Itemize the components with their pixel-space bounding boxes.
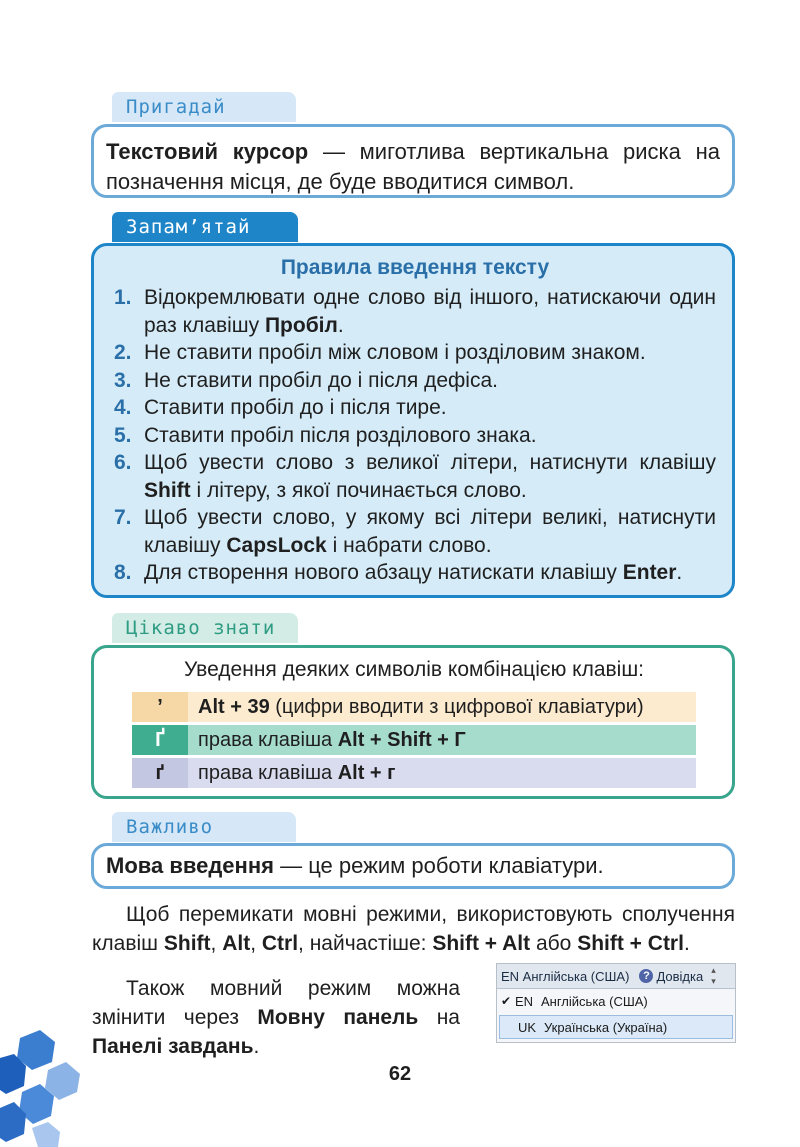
rule-number: 5. xyxy=(114,423,132,447)
rule-item xyxy=(114,339,716,367)
rule-key: Shift xyxy=(144,478,191,502)
rule-number: 7. xyxy=(114,506,132,529)
help-button[interactable] xyxy=(639,969,703,984)
combo-keys: Alt + г xyxy=(337,762,396,784)
text: Також мовний режим можна змінити через xyxy=(92,977,460,1029)
help-label: Довідка xyxy=(656,968,704,984)
rule-key: Пробіл xyxy=(264,313,338,337)
remember-tab: Пригадай xyxy=(112,92,296,122)
key: Shift + Ctrl xyxy=(577,932,684,955)
text: або xyxy=(530,932,578,955)
text: на xyxy=(418,1006,460,1029)
remember-box xyxy=(91,124,735,198)
language-name: Українська (Україна) xyxy=(544,1019,668,1035)
remember-text: — миготлива вертикальна риска на позначення місця, де буде вводитися символ. xyxy=(106,139,720,194)
combo-description xyxy=(188,692,696,722)
remember-definition xyxy=(106,137,720,197)
rule-key: Enter xyxy=(622,561,677,584)
rule-text: Щоб увести слово з великої літери, натиснути клавішу xyxy=(144,451,716,474)
combo-keys: Alt + 39 xyxy=(198,696,270,718)
interesting-tab: Цікаво знати xyxy=(112,613,298,643)
key: Shift xyxy=(163,932,211,955)
check-icon: ✔ xyxy=(501,994,512,1008)
important-definition xyxy=(106,852,720,880)
rule-text-end: і набрати слово. xyxy=(326,533,492,557)
language-option-en[interactable] xyxy=(497,989,735,1013)
text: . xyxy=(253,1035,260,1058)
decorative-hexagons-icon xyxy=(0,1030,90,1147)
language-bar xyxy=(496,963,736,1043)
key-combo-row xyxy=(132,725,696,755)
rule-text: Не ставити пробіл до і після дефіса. xyxy=(144,368,498,392)
rule-text: Не ставити пробіл між словом і розділовим знаком. xyxy=(144,341,646,364)
rule-number: 2. xyxy=(114,341,132,364)
combo-prefix: права клавіша xyxy=(198,729,338,751)
help-icon: ? xyxy=(639,969,653,983)
language-bar-header[interactable] xyxy=(497,964,735,989)
rule-number: 8. xyxy=(114,561,132,584)
rule-item xyxy=(114,394,716,422)
rule-item xyxy=(114,449,716,504)
combo-symbol: ’ xyxy=(132,692,188,722)
combo-description xyxy=(188,758,696,788)
text: Щоб перемикати мовні режими, використовують сполучення клавіш xyxy=(92,903,735,955)
combo-prefix: права клавіша xyxy=(198,762,338,784)
rule-item xyxy=(114,367,716,395)
key-combo-row xyxy=(132,758,696,788)
language-option-uk[interactable] xyxy=(499,1015,733,1039)
rule-text: Для створення нового абзацу натискати клавішу xyxy=(144,561,623,584)
important-tab: Важливо xyxy=(112,812,296,842)
rule-text: Щоб увести слово, у якому всі літери великі, натиснути клавішу xyxy=(144,506,716,557)
language-code: EN xyxy=(515,993,534,1009)
rule-item xyxy=(114,284,716,339)
paragraph-language-bar xyxy=(92,974,460,1061)
rule-text-end: . xyxy=(337,313,344,337)
rule-number: 6. xyxy=(114,451,132,474)
combo-symbol: ґ xyxy=(132,758,188,788)
key: Ctrl xyxy=(261,932,299,955)
language-name: Англійська (США) xyxy=(541,993,648,1009)
remember-term: Текстовий курсор xyxy=(106,139,309,164)
rule-number: 1. xyxy=(114,286,132,309)
rules-title: Правила введення тексту xyxy=(280,256,550,279)
text: , xyxy=(210,932,223,955)
paragraph-switch-layout xyxy=(92,900,735,958)
combo-description xyxy=(188,725,696,755)
chevron-down-icon[interactable]: ▴ ▾ xyxy=(711,965,716,986)
interesting-box xyxy=(91,645,735,799)
rule-text-end: і літеру, з якої починається слово. xyxy=(190,478,527,502)
rule-number: 3. xyxy=(114,368,132,392)
rule-item xyxy=(114,504,716,559)
key: Панелі завдань xyxy=(92,1035,254,1058)
page-number: 62 xyxy=(388,1063,412,1085)
rule-text-end: . xyxy=(676,561,683,584)
text: , найчастіше: xyxy=(298,932,433,955)
key-combo-row xyxy=(132,692,696,722)
important-box xyxy=(91,843,735,889)
rule-number: 4. xyxy=(114,396,132,419)
memorize-tab: Запам’ятай xyxy=(112,212,298,242)
rule-text: Відокремлювати одне слово від іншого, натискаючи один раз клавішу xyxy=(144,286,716,337)
text: , xyxy=(250,932,262,955)
memorize-box xyxy=(91,243,735,598)
important-text: — це режим роботи клавіатури. xyxy=(273,853,604,878)
rule-text: Ставити пробіл до і після тире. xyxy=(144,396,447,419)
rule-key: CapsLock xyxy=(226,533,327,557)
combo-note: (цифри вводити з цифрової клавіатури) xyxy=(269,696,644,718)
rule-item xyxy=(114,559,716,587)
key: Мовну панель xyxy=(257,1006,419,1029)
language-code: UK xyxy=(518,1019,537,1035)
key: Shift + Alt xyxy=(432,932,531,955)
combo-symbol: Ґ xyxy=(132,725,188,755)
important-term: Мова введення xyxy=(106,853,274,878)
rules-list xyxy=(114,284,716,587)
combo-keys: Alt + Shift + Г xyxy=(337,729,466,751)
key: Alt xyxy=(222,932,251,955)
rule-text: Ставити пробіл після розділового знака. xyxy=(144,423,537,447)
interesting-intro: Уведення деяких символів комбінацією клавіш: xyxy=(183,658,645,681)
current-language[interactable]: EN Англійська (США) xyxy=(501,968,630,984)
rule-item xyxy=(114,422,716,450)
text: . xyxy=(683,932,690,955)
